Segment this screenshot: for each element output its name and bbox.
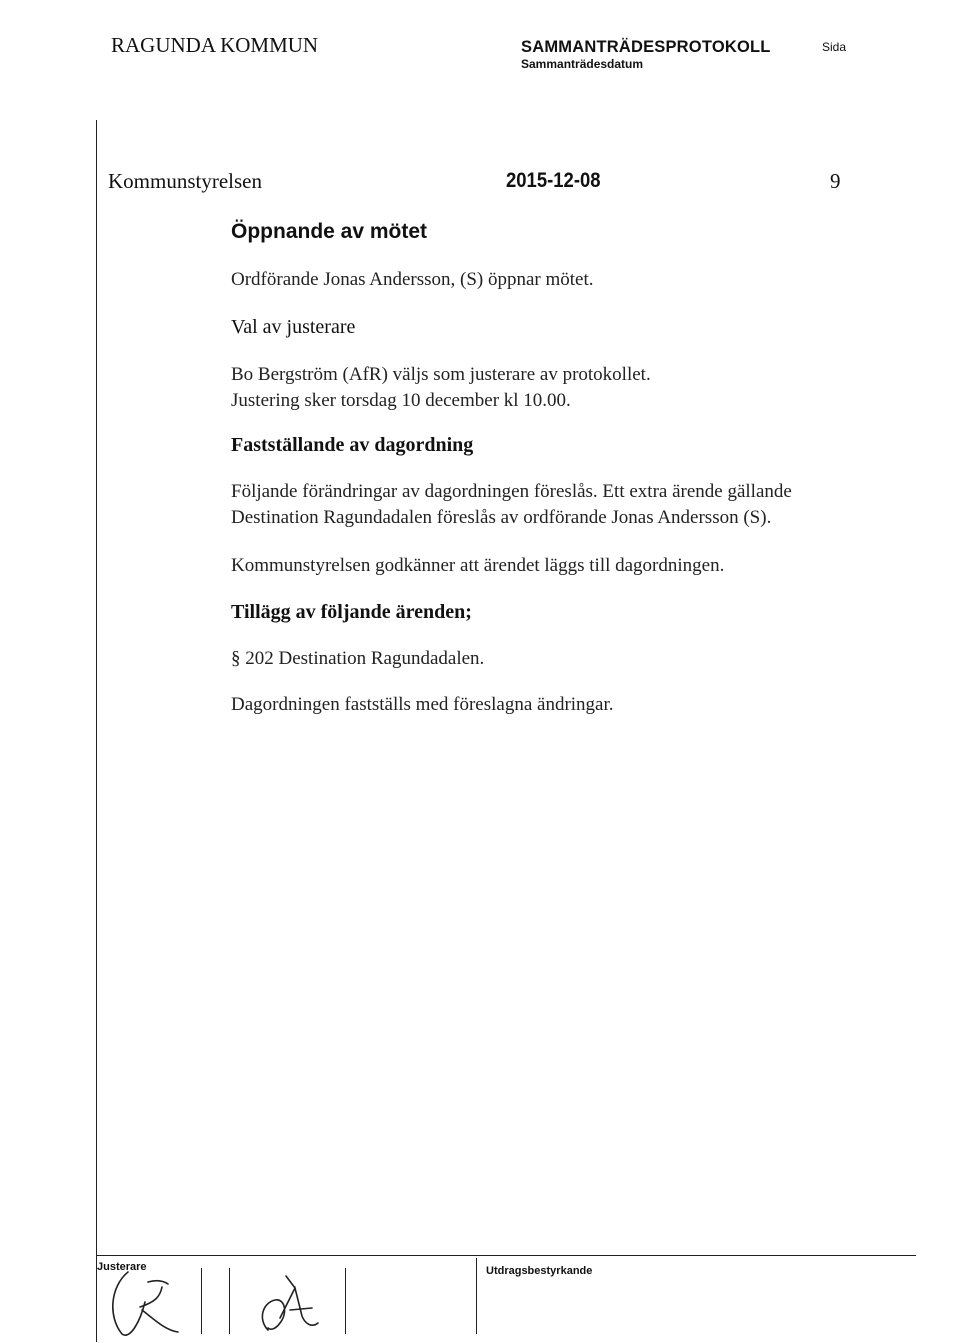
section-heading-additions: Tillägg av följande ärenden;: [231, 601, 472, 623]
agenda-text-line: Kommunstyrelsen godkänner att ärendet läggs till dagordningen.: [231, 555, 725, 576]
footer-divider: [476, 1258, 477, 1334]
adjusters-text-line: Justering sker torsdag 10 december kl 10.00.: [231, 390, 571, 411]
section-heading-agenda: Fastställande av dagordning: [231, 434, 474, 456]
section-heading-adjusters: Val av justerare: [231, 316, 356, 338]
agenda-text-line: Destination Ragundadalen föreslås av ordförande Jonas Andersson (S).: [231, 507, 772, 528]
page-number: 9: [830, 169, 841, 193]
body-name: Kommunstyrelsen: [108, 169, 262, 193]
justerare-label: Justerare: [97, 1261, 147, 1273]
footer-divider: [229, 1268, 230, 1334]
meeting-date: 2015-12-08: [506, 169, 601, 192]
signature-justerare-2: [250, 1268, 330, 1338]
opening-text: Ordförande Jonas Andersson, (S) öppnar mötet.: [231, 269, 594, 290]
page-label: Sida: [822, 40, 847, 54]
adjusters-text-line: Bo Bergström (AfR) väljs som justerare av protokollet.: [231, 364, 651, 385]
left-margin-rule: [96, 120, 97, 1342]
additions-item: § 202 Destination Ragundadalen.: [231, 648, 485, 669]
section-heading-opening: Öppnande av mötet: [231, 220, 428, 243]
footer-divider: [345, 1268, 346, 1334]
additions-summary: Dagordningen fastställs med föreslagna ändringar.: [231, 694, 614, 715]
meeting-date-label: Sammanträdesdatum: [521, 57, 644, 71]
organization-name: RAGUNDA KOMMUN: [111, 33, 319, 57]
signature-justerare-1: [100, 1262, 200, 1340]
footer-rule: [96, 1255, 916, 1256]
utdragsbestyrkande-label: Utdragsbestyrkande: [486, 1265, 593, 1277]
agenda-text-line: Följande förändringar av dagordningen föreslås. Ett extra ärende gällande: [231, 481, 792, 502]
document-type-title: SAMMANTRÄDESPROTOKOLL: [521, 38, 771, 56]
footer-divider: [201, 1268, 202, 1334]
